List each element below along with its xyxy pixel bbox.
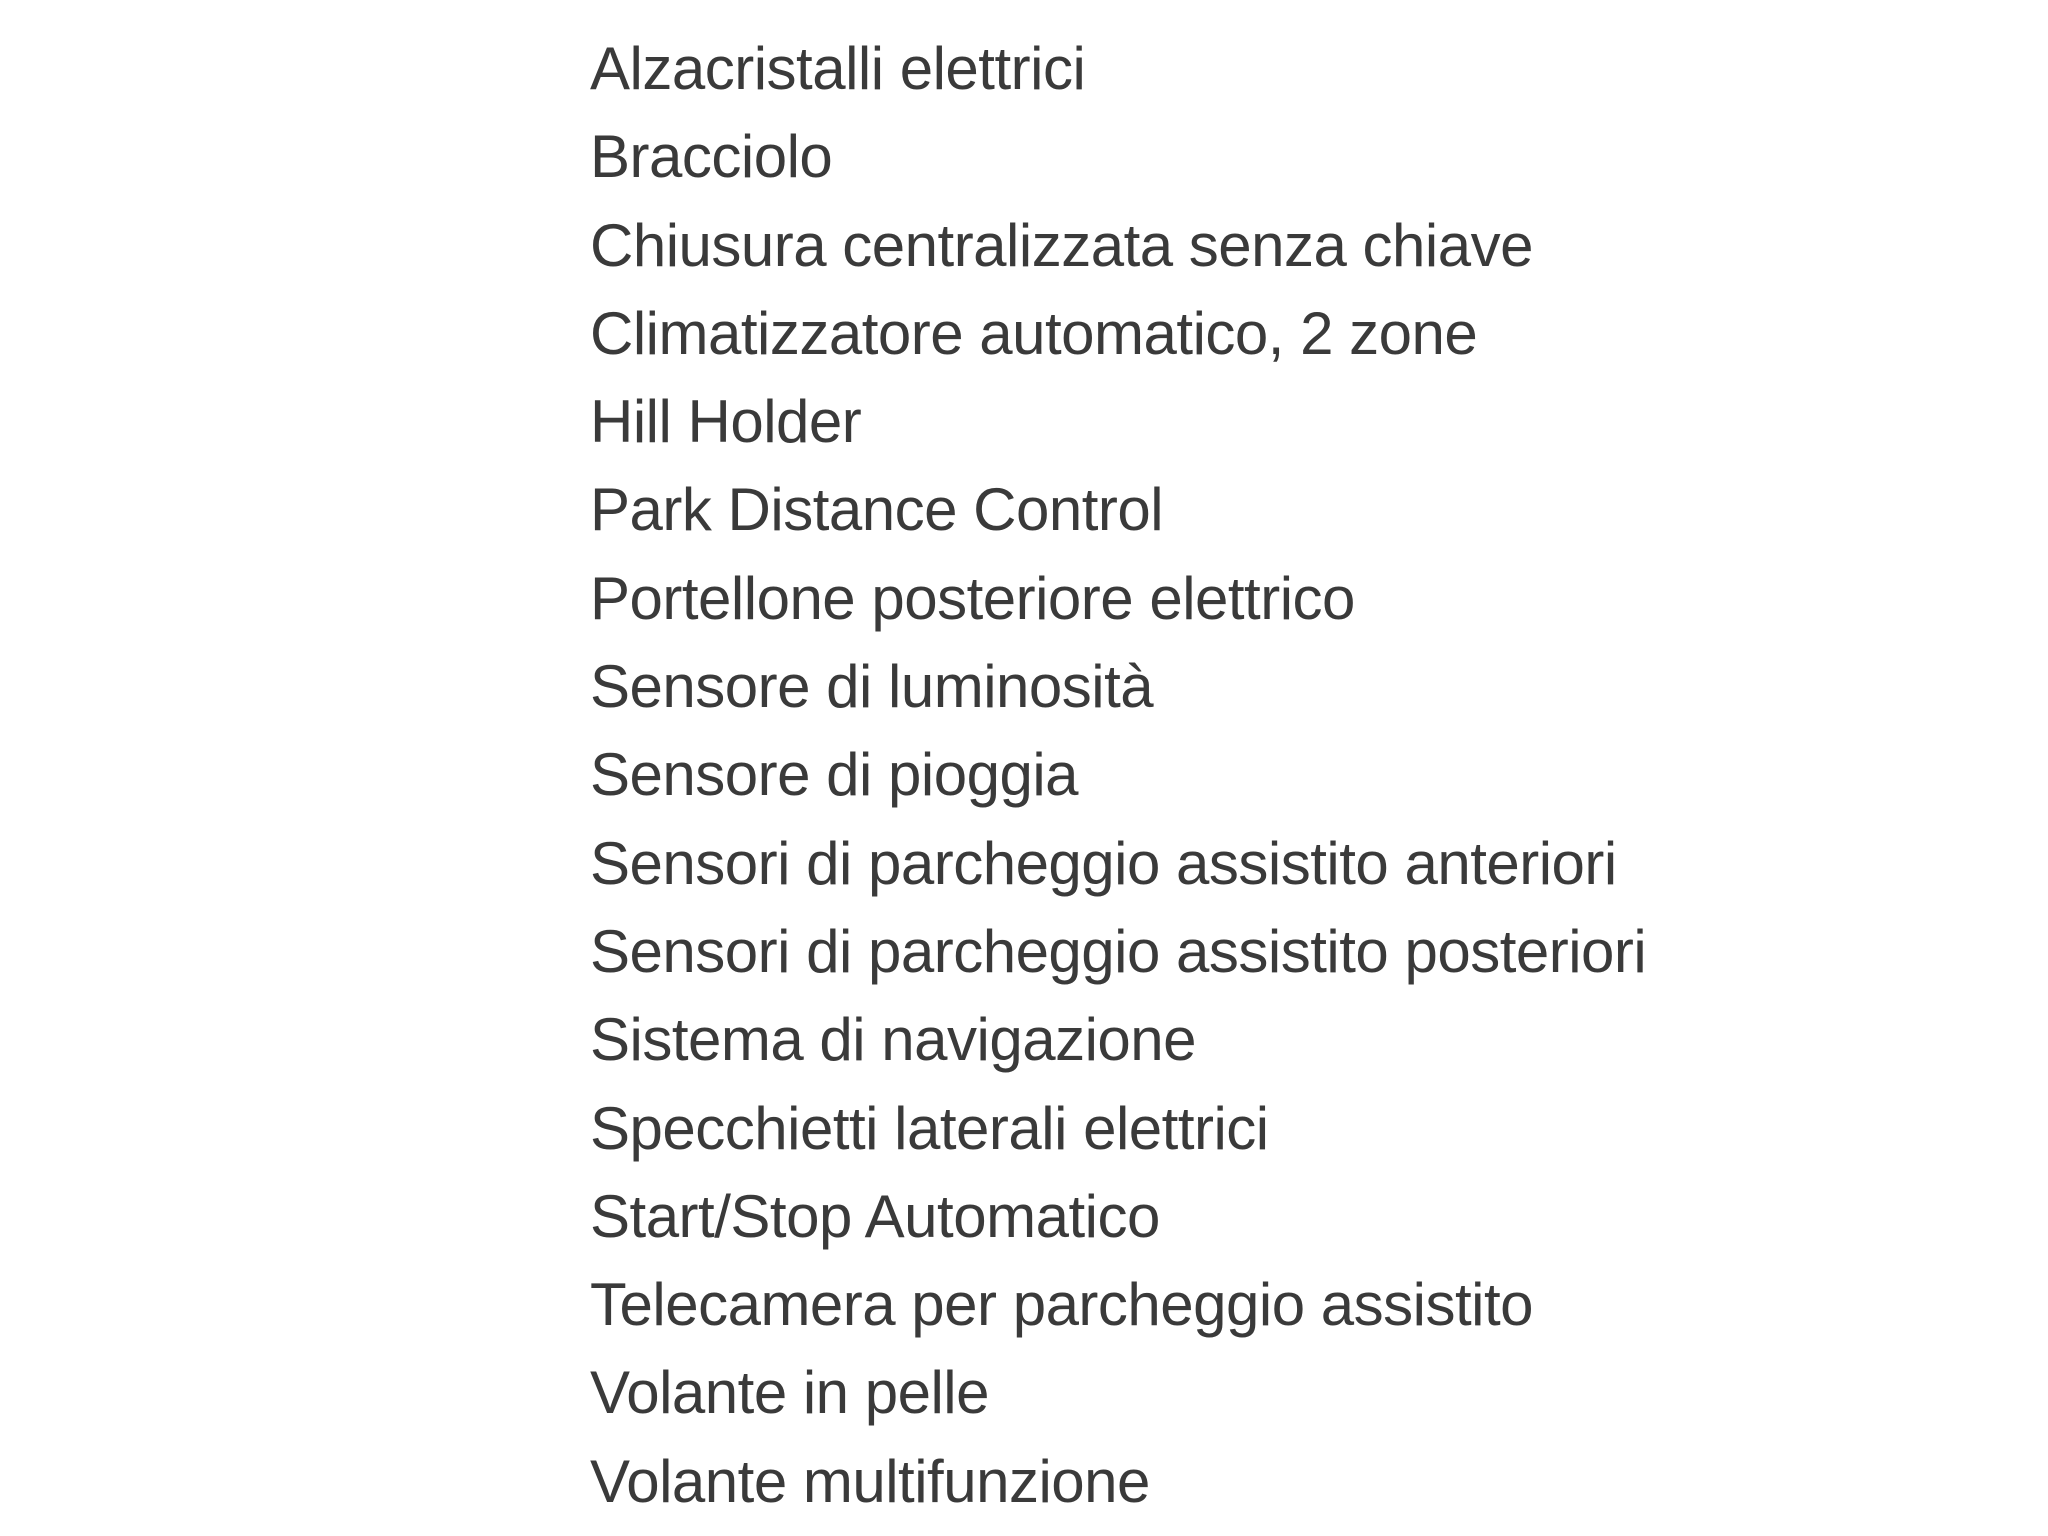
equipment-list [590,25,1646,1526]
equipment-list-item: Volante multifunzione [590,1447,1150,1515]
equipment-list-item: Bracciolo [590,123,833,191]
equipment-list-item: Volante in pelle [590,1359,989,1427]
equipment-list-item: Portellone posteriore elettrico [590,564,1355,632]
equipment-list-item: Sensore di luminosità [590,653,1154,721]
equipment-list-item: Sistema di navigazione [590,1006,1197,1074]
equipment-list-item: Chiusura centralizzata senza chiave [590,211,1533,279]
equipment-list-item: Sensore di pioggia [590,741,1079,809]
equipment-list-item: Alzacristalli elettrici [590,35,1086,102]
equipment-list-item: Sensori di parcheggio assistito anteriori [590,829,1617,897]
equipment-list-item: Start/Stop Automatico [590,1182,1160,1250]
equipment-list-item: Telecamera per parcheggio assistito [590,1271,1533,1339]
equipment-list-item: Park Distance Control [590,476,1164,544]
equipment-list-item: Specchietti laterali elettrici [590,1094,1269,1162]
equipment-list-item: Hill Holder [590,388,862,456]
equipment-list-item: Sensori di parcheggio assistito posteriori [590,917,1647,985]
equipment-list-item: Climatizzatore automatico, 2 zone [590,299,1478,367]
